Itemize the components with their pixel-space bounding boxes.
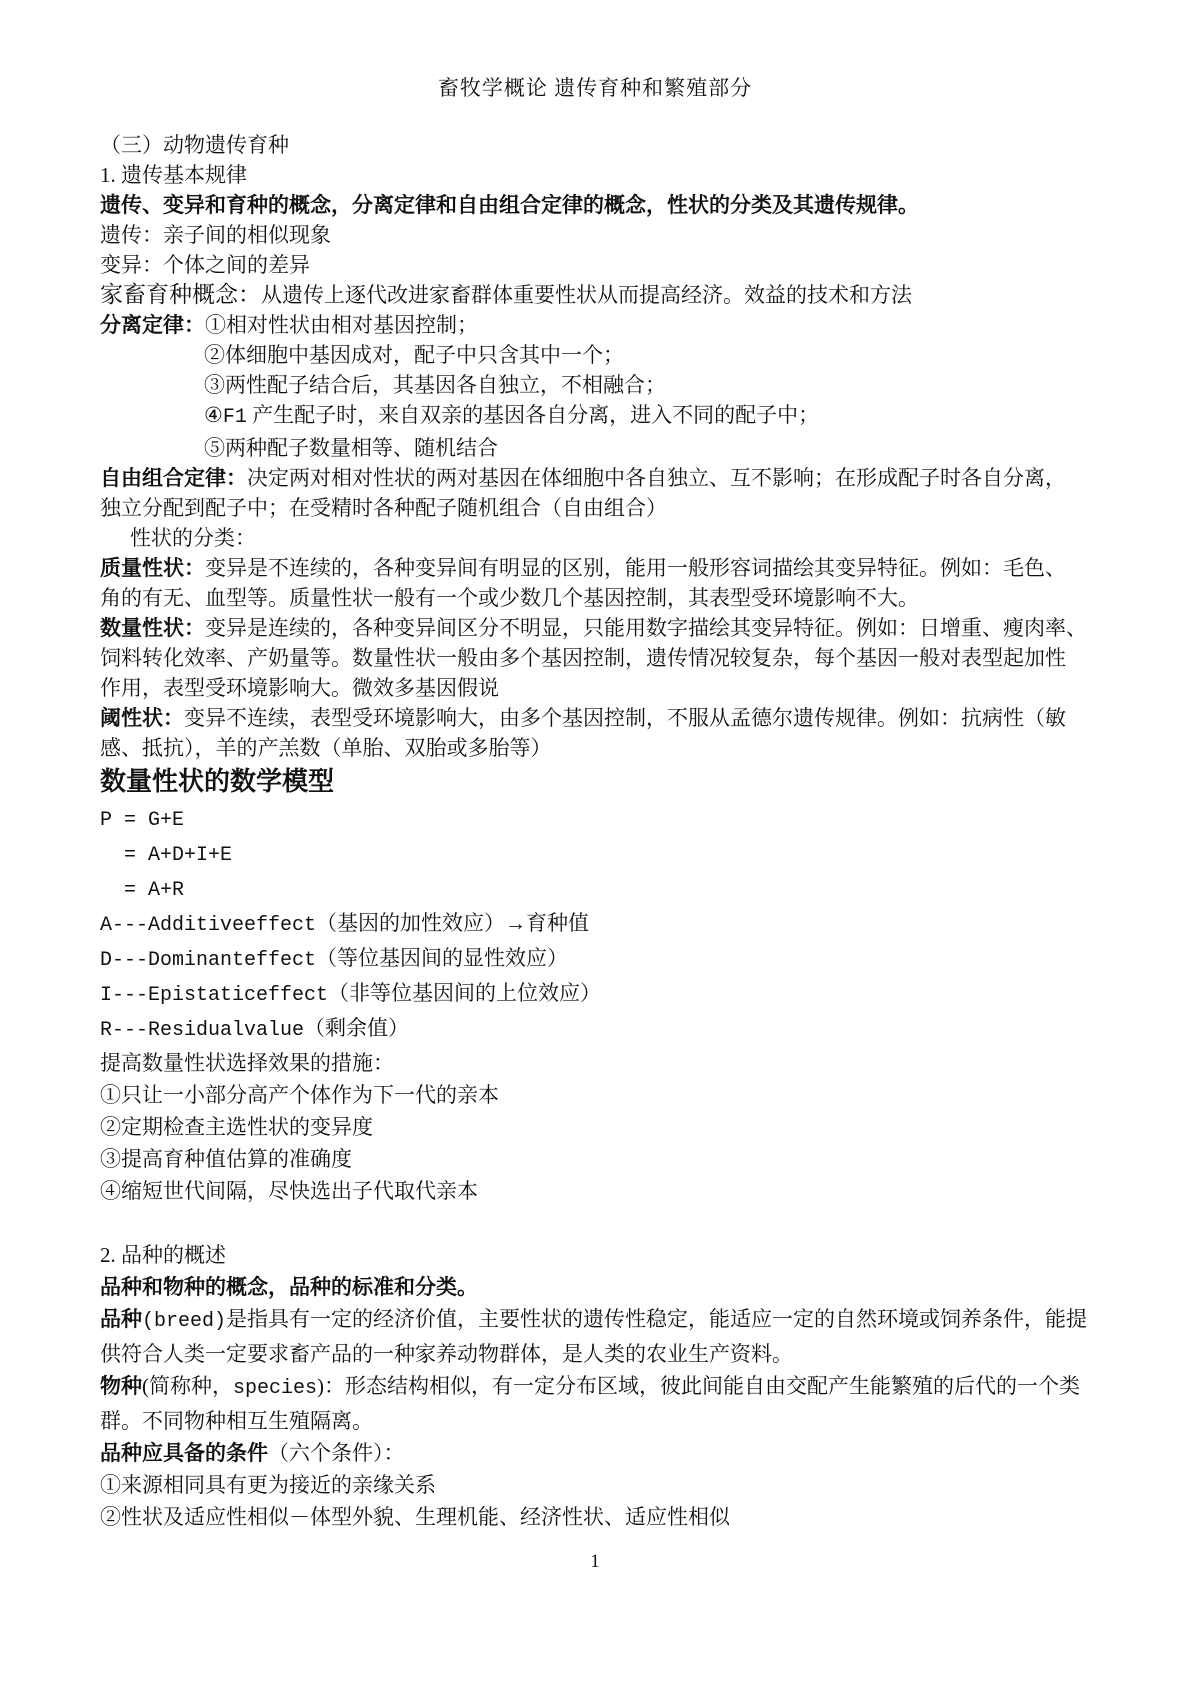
text-line bbox=[100, 907, 1094, 942]
text-line bbox=[100, 250, 1094, 280]
text-line bbox=[100, 1338, 1094, 1370]
text-run: （三）动物遗传育种 bbox=[100, 133, 289, 157]
text-line bbox=[100, 553, 1094, 583]
text-line bbox=[100, 977, 1094, 1012]
text-run: ①只让一小部分高产个体作为下一代的亲本 bbox=[100, 1083, 499, 1107]
section-animal-genetics-breeding bbox=[100, 130, 1094, 763]
text-line bbox=[100, 1239, 1094, 1271]
text-run: D---Dominanteffect bbox=[100, 949, 317, 972]
text-line bbox=[100, 130, 1094, 160]
text-line bbox=[100, 1370, 1094, 1405]
text-run: 提高数量性状选择效果的措施： bbox=[100, 1051, 394, 1075]
text-run: ②体细胞中基因成对，配子中只含其中一个； bbox=[204, 343, 624, 367]
text-line bbox=[100, 1111, 1094, 1143]
text-line bbox=[100, 1405, 1094, 1437]
text-run: （剩余值） bbox=[304, 1016, 410, 1040]
text-line bbox=[100, 1175, 1094, 1207]
text-run: 质量性状： bbox=[100, 556, 205, 580]
text-line bbox=[100, 1143, 1094, 1175]
text-line bbox=[100, 763, 1094, 802]
text-line bbox=[100, 370, 1094, 400]
text-line bbox=[100, 1437, 1094, 1469]
text-line bbox=[100, 703, 1094, 733]
text-run: ⑤两种配子数量相等、随机结合 bbox=[204, 436, 498, 460]
text-line bbox=[100, 1047, 1094, 1079]
text-run: F1 bbox=[222, 406, 247, 429]
text-run: 群。不同物种相互生殖隔离。 bbox=[100, 1409, 373, 1433]
text-line bbox=[100, 280, 1094, 310]
document-header-title: 畜牧学概论 遗传育种和繁殖部分 bbox=[437, 76, 753, 100]
text-run: （六个条件）： bbox=[268, 1441, 405, 1465]
text-line bbox=[100, 340, 1094, 370]
text-run: ②性状及适应性相似－体型外貌、生理机能、经济性状、适应性相似 bbox=[100, 1505, 730, 1529]
text-run: (简称种， bbox=[142, 1374, 233, 1398]
text-run: ①相对性状由相对基因控制； bbox=[205, 313, 478, 337]
text-line bbox=[100, 1303, 1094, 1338]
text-run: ③提高育种值估算的准确度 bbox=[100, 1147, 352, 1171]
text-run: 从遗传上逐代改进家畜群体重要性状从而提高经济。效益的技术和方法 bbox=[261, 283, 912, 307]
text-run: ④缩短世代间隔，尽快选出子代取代亲本 bbox=[100, 1179, 478, 1203]
text-line bbox=[100, 433, 1094, 463]
text-run: 遗传、变异和育种的概念，分离定律和自由组合定律的概念，性状的分类及其遗传规律。 bbox=[100, 193, 919, 217]
text-run: 自由组合定律： bbox=[100, 466, 247, 490]
text-line bbox=[100, 583, 1094, 613]
text-line bbox=[100, 837, 1094, 872]
text-run: 品种 bbox=[100, 1307, 142, 1331]
text-line bbox=[100, 1469, 1094, 1501]
text-run: 数量性状的数学模型 bbox=[100, 767, 335, 796]
text-run: 阈性状： bbox=[100, 706, 184, 730]
text-line bbox=[100, 160, 1094, 190]
text-line bbox=[100, 613, 1094, 643]
text-run: ④ bbox=[204, 403, 223, 427]
text-run: 家畜育种概念： bbox=[100, 282, 261, 307]
text-line bbox=[100, 220, 1094, 250]
text-run: 角的有无、血型等。质量性状一般有一个或少数几个基因控制，其表型受环境影响不大。 bbox=[100, 586, 919, 610]
text-run: （等位基因间的显性效应） bbox=[316, 946, 569, 970]
text-run: R---Residualvalue bbox=[100, 1019, 305, 1042]
text-run: I---Epistaticeffect bbox=[100, 984, 329, 1007]
text-run: 品种应具备的条件 bbox=[100, 1441, 268, 1465]
text-run: 独立分配到配子中；在受精时各种配子随机组合（自由组合） bbox=[100, 496, 667, 520]
text-run: P = G+E bbox=[100, 809, 185, 832]
text-run: 遗传：亲子间的相似现象 bbox=[100, 223, 331, 247]
section-quantitative-trait-math-model bbox=[100, 763, 1094, 1207]
text-run: species bbox=[233, 1377, 318, 1400]
text-run: （非等位基因间的上位效应） bbox=[328, 981, 602, 1005]
text-run: 1. 遗传基本规律 bbox=[100, 163, 247, 187]
text-run: 性状的分类： bbox=[130, 526, 256, 550]
text-run: 供符合人类一定要求畜产品的一种家养动物群体，是人类的农业生产资料。 bbox=[100, 1342, 793, 1366]
text-run: 感、抵抗），羊的产羔数（单胎、双胎或多胎等） bbox=[100, 736, 552, 760]
text-line bbox=[100, 310, 1094, 340]
text-run: 2. 品种的概述 bbox=[100, 1243, 226, 1267]
text-run: 物种 bbox=[100, 1374, 142, 1398]
text-run: A---Additiveeffect bbox=[100, 914, 317, 937]
text-line bbox=[100, 523, 1094, 553]
text-line bbox=[100, 872, 1094, 907]
text-line bbox=[100, 463, 1094, 493]
text-run: 作用，表型受环境影响大。微效多基因假说 bbox=[100, 676, 499, 700]
text-line bbox=[100, 733, 1094, 763]
text-run: ③两性配子结合后，其基因各自独立，不相融合； bbox=[204, 373, 666, 397]
text-run: （基因的加性效应）→育种值 bbox=[316, 911, 590, 935]
text-run: = A+D+I+E bbox=[100, 844, 233, 867]
text-line bbox=[100, 1012, 1094, 1047]
page-body bbox=[100, 130, 1094, 1533]
text-line bbox=[100, 1079, 1094, 1111]
text-line bbox=[100, 643, 1094, 673]
text-line bbox=[100, 942, 1094, 977]
section-breed-overview bbox=[100, 1239, 1094, 1533]
text-run: 饲料转化效率、产奶量等。数量性状一般由多个基因控制，遗传情况较复杂，每个基因一般对表型起加性 bbox=[100, 646, 1066, 670]
text-run: 决定两对相对性状的两对基因在体细胞中各自独立、互不影响；在形成配子时各自分离， bbox=[247, 466, 1066, 490]
text-run: 品种和物种的概念，品种的标准和分类。 bbox=[100, 1275, 478, 1299]
text-run: 变异是不连续的，各种变异间有明显的区别，能用一般形容词描绘其变异特征。例如：毛色、 bbox=[205, 556, 1066, 580]
text-line bbox=[100, 1271, 1094, 1303]
text-run: 分离定律： bbox=[100, 313, 205, 337]
text-line bbox=[100, 1501, 1094, 1533]
text-run: (breed) bbox=[142, 1310, 227, 1333]
text-run: 是指具有一定的经济价值，主要性状的遗传性稳定，能适应一定的自然环境或饲养条件，能提 bbox=[226, 1307, 1088, 1331]
text-run: = A+R bbox=[100, 879, 185, 902]
text-line bbox=[100, 493, 1094, 523]
text-run: 产生配子时，来自双亲的基因各自分离，进入不同的配子中； bbox=[246, 403, 820, 427]
page-number: 1 bbox=[590, 1551, 600, 1572]
text-run: )：形态结构相似，有一定分布区域，彼此间能自由交配产生能繁殖的后代的一个类 bbox=[317, 1374, 1081, 1398]
text-run: 变异是连续的，各种变异间区分不明显，只能用数字描绘其变异特征。例如：日增重、瘦肉率、 bbox=[205, 616, 1087, 640]
text-run: 变异：个体之间的差异 bbox=[100, 253, 310, 277]
text-run: ②定期检查主选性状的变异度 bbox=[100, 1115, 373, 1139]
text-run: 变异不连续，表型受环境影响大，由多个基因控制，不服从孟德尔遗传规律。例如：抗病性（敏 bbox=[184, 706, 1066, 730]
text-run: 数量性状： bbox=[100, 616, 205, 640]
text-line bbox=[100, 802, 1094, 837]
text-line bbox=[100, 190, 1094, 220]
text-line bbox=[100, 673, 1094, 703]
text-run: ①来源相同具有更为接近的亲缘关系 bbox=[100, 1473, 436, 1497]
text-line bbox=[100, 400, 1094, 433]
